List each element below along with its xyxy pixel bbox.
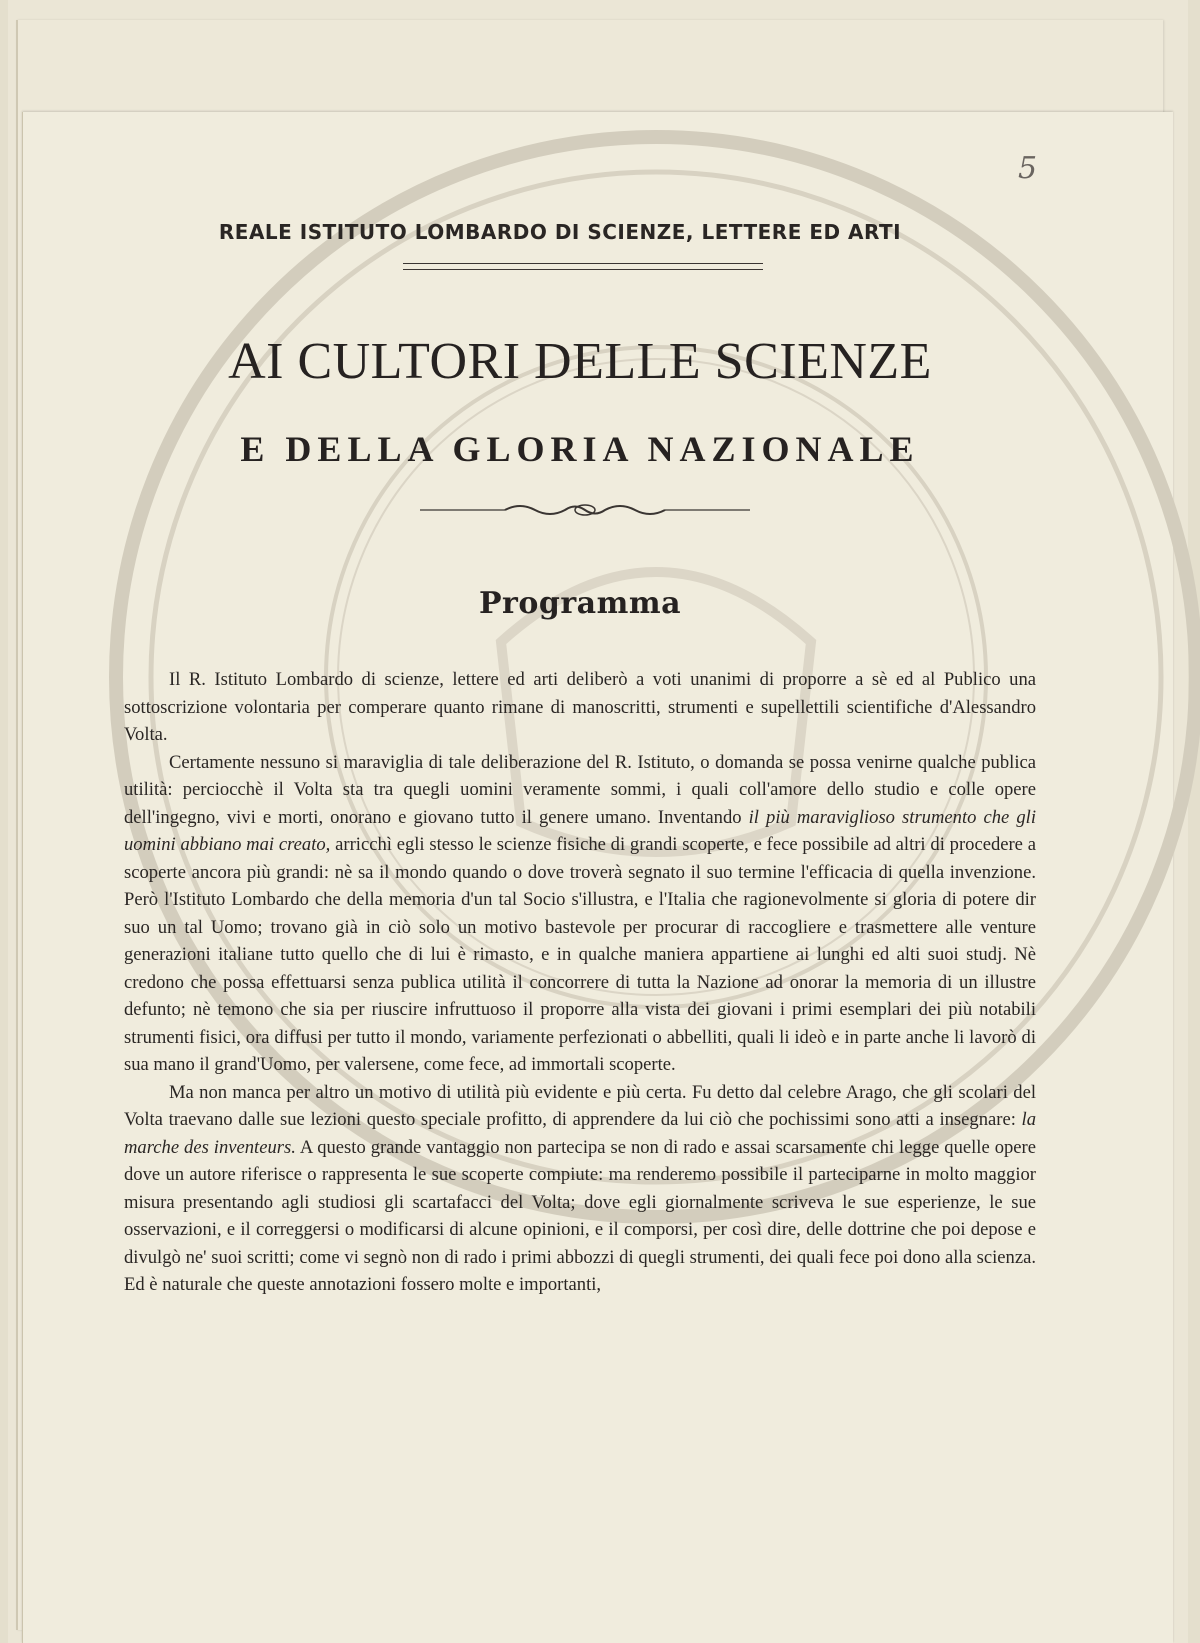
text-run: Ma non manca per altro un motivo di utilità più evidente e più certa. Fu detto dal celebre Arago, che gli scolari del Volta traevano dalle sue lezioni questo speciale profitto, di apprendere da lui ciò che pochissimi sono atti a insegnare: [124, 1081, 1036, 1130]
paragraph [124, 1079, 1036, 1299]
italic-quote: il più maraviglioso strumento che gli uomini abbiano mai creato, [124, 806, 1036, 855]
text-run: Certamente nessuno si maraviglia di tale deliberazione del R. Istituto, o domanda se possa venirne qualche publica utilità: perciocchè il Volta sta tra quegli uomini veramente sommi, i quali coll'amore dello studio e colle opere dell'ingegno, vivi e morti, onorano e giovano tutto il genere umano. Inventando [124, 751, 1036, 828]
section-heading: Programma [478, 586, 682, 621]
typographic-flourish-icon [420, 500, 750, 520]
folio-number: 5 [1018, 151, 1038, 186]
italic-quote: la marche des inventeurs. [124, 1109, 1036, 1158]
paragraph [124, 749, 1036, 1079]
institute-header: REALE ISTITUTO LOMBARDO DI SCIENZE, LETTERE ED ARTI [218, 220, 902, 244]
body-text [124, 666, 1036, 1299]
paragraph: Il R. Istituto Lombardo di scienze, lettere ed arti deliberò a voti unanimi di proporre a sè ed al Publico una sottoscrizione volontaria per comperare quanto rimane di manoscritti, strumenti e supellettili scientifiche d'Alessandro Volta. [124, 669, 1036, 745]
text-run: A questo grande vantaggio non partecipa se non di rado e assai scarsamente chi legge quelle opere dove un autore riferisce o rappresenta le sue scoperte compiute: ma renderemo possibile il parteciparne in molto maggior misura presentando agli studiosi gli scartafacci del Volta; dove egli giornalmente scriveva le sue esperienze, le sue osservazioni, e il correggersi o modificarsi di alcune opinioni, e il comporsi, per così dire, delle dottrine che poi depose e divulgò ne' suoi scritti; come vi segnò non di rado i primi abbozzi di quegli strumenti, dei quali fece poi dono alla scienza. Ed è naturale che queste annotazioni fossero molte e importanti, [124, 1136, 1036, 1295]
double-rule [403, 263, 763, 270]
page-subtitle: E DELLA GLORIA NAZIONALE [240, 429, 920, 469]
page-title: AI CULTORI DELLE SCIENZE [228, 333, 932, 390]
text-run: arricchì egli stesso le scienze fisiche di grandi scoperte, e fece possibile ad altri di procedere a scoperte ancora più grandi: nè sa il mondo quando o dove troverà segnato il suo termine l'efficacia di quella invenzione. Però l'Istituto Lombardo che della memoria d'un tal Socio s'illustra, e l'Italia che ragionevolmente si gloria di potere dir suo un tal Uomo; trovano già in ciò solo un motivo bastevole per procurar di raccogliere e trasmettere alle venture generazioni italiane tutto quello che di lui è rimasto, e in qualche maniera appartiene ai lunghi ed alti suoi studj. Nè credono che possa effettuarsi senza publica utilità il concorrere di tutta la Nazione ad onorar la memoria di un illustre defunto; nè temono che sia per riuscire infruttuoso il proporre alla vista dei giovani i primi esemplari dei più notabili strumenti fisici, ora diffusi per tutto il mondo, variamente perfezionati o abbelliti, quali li ideò e in parte anche li lavorò di sua mano il grand'Uomo, per valersene, come fece, ad immortali scoperte. [124, 834, 1036, 1075]
